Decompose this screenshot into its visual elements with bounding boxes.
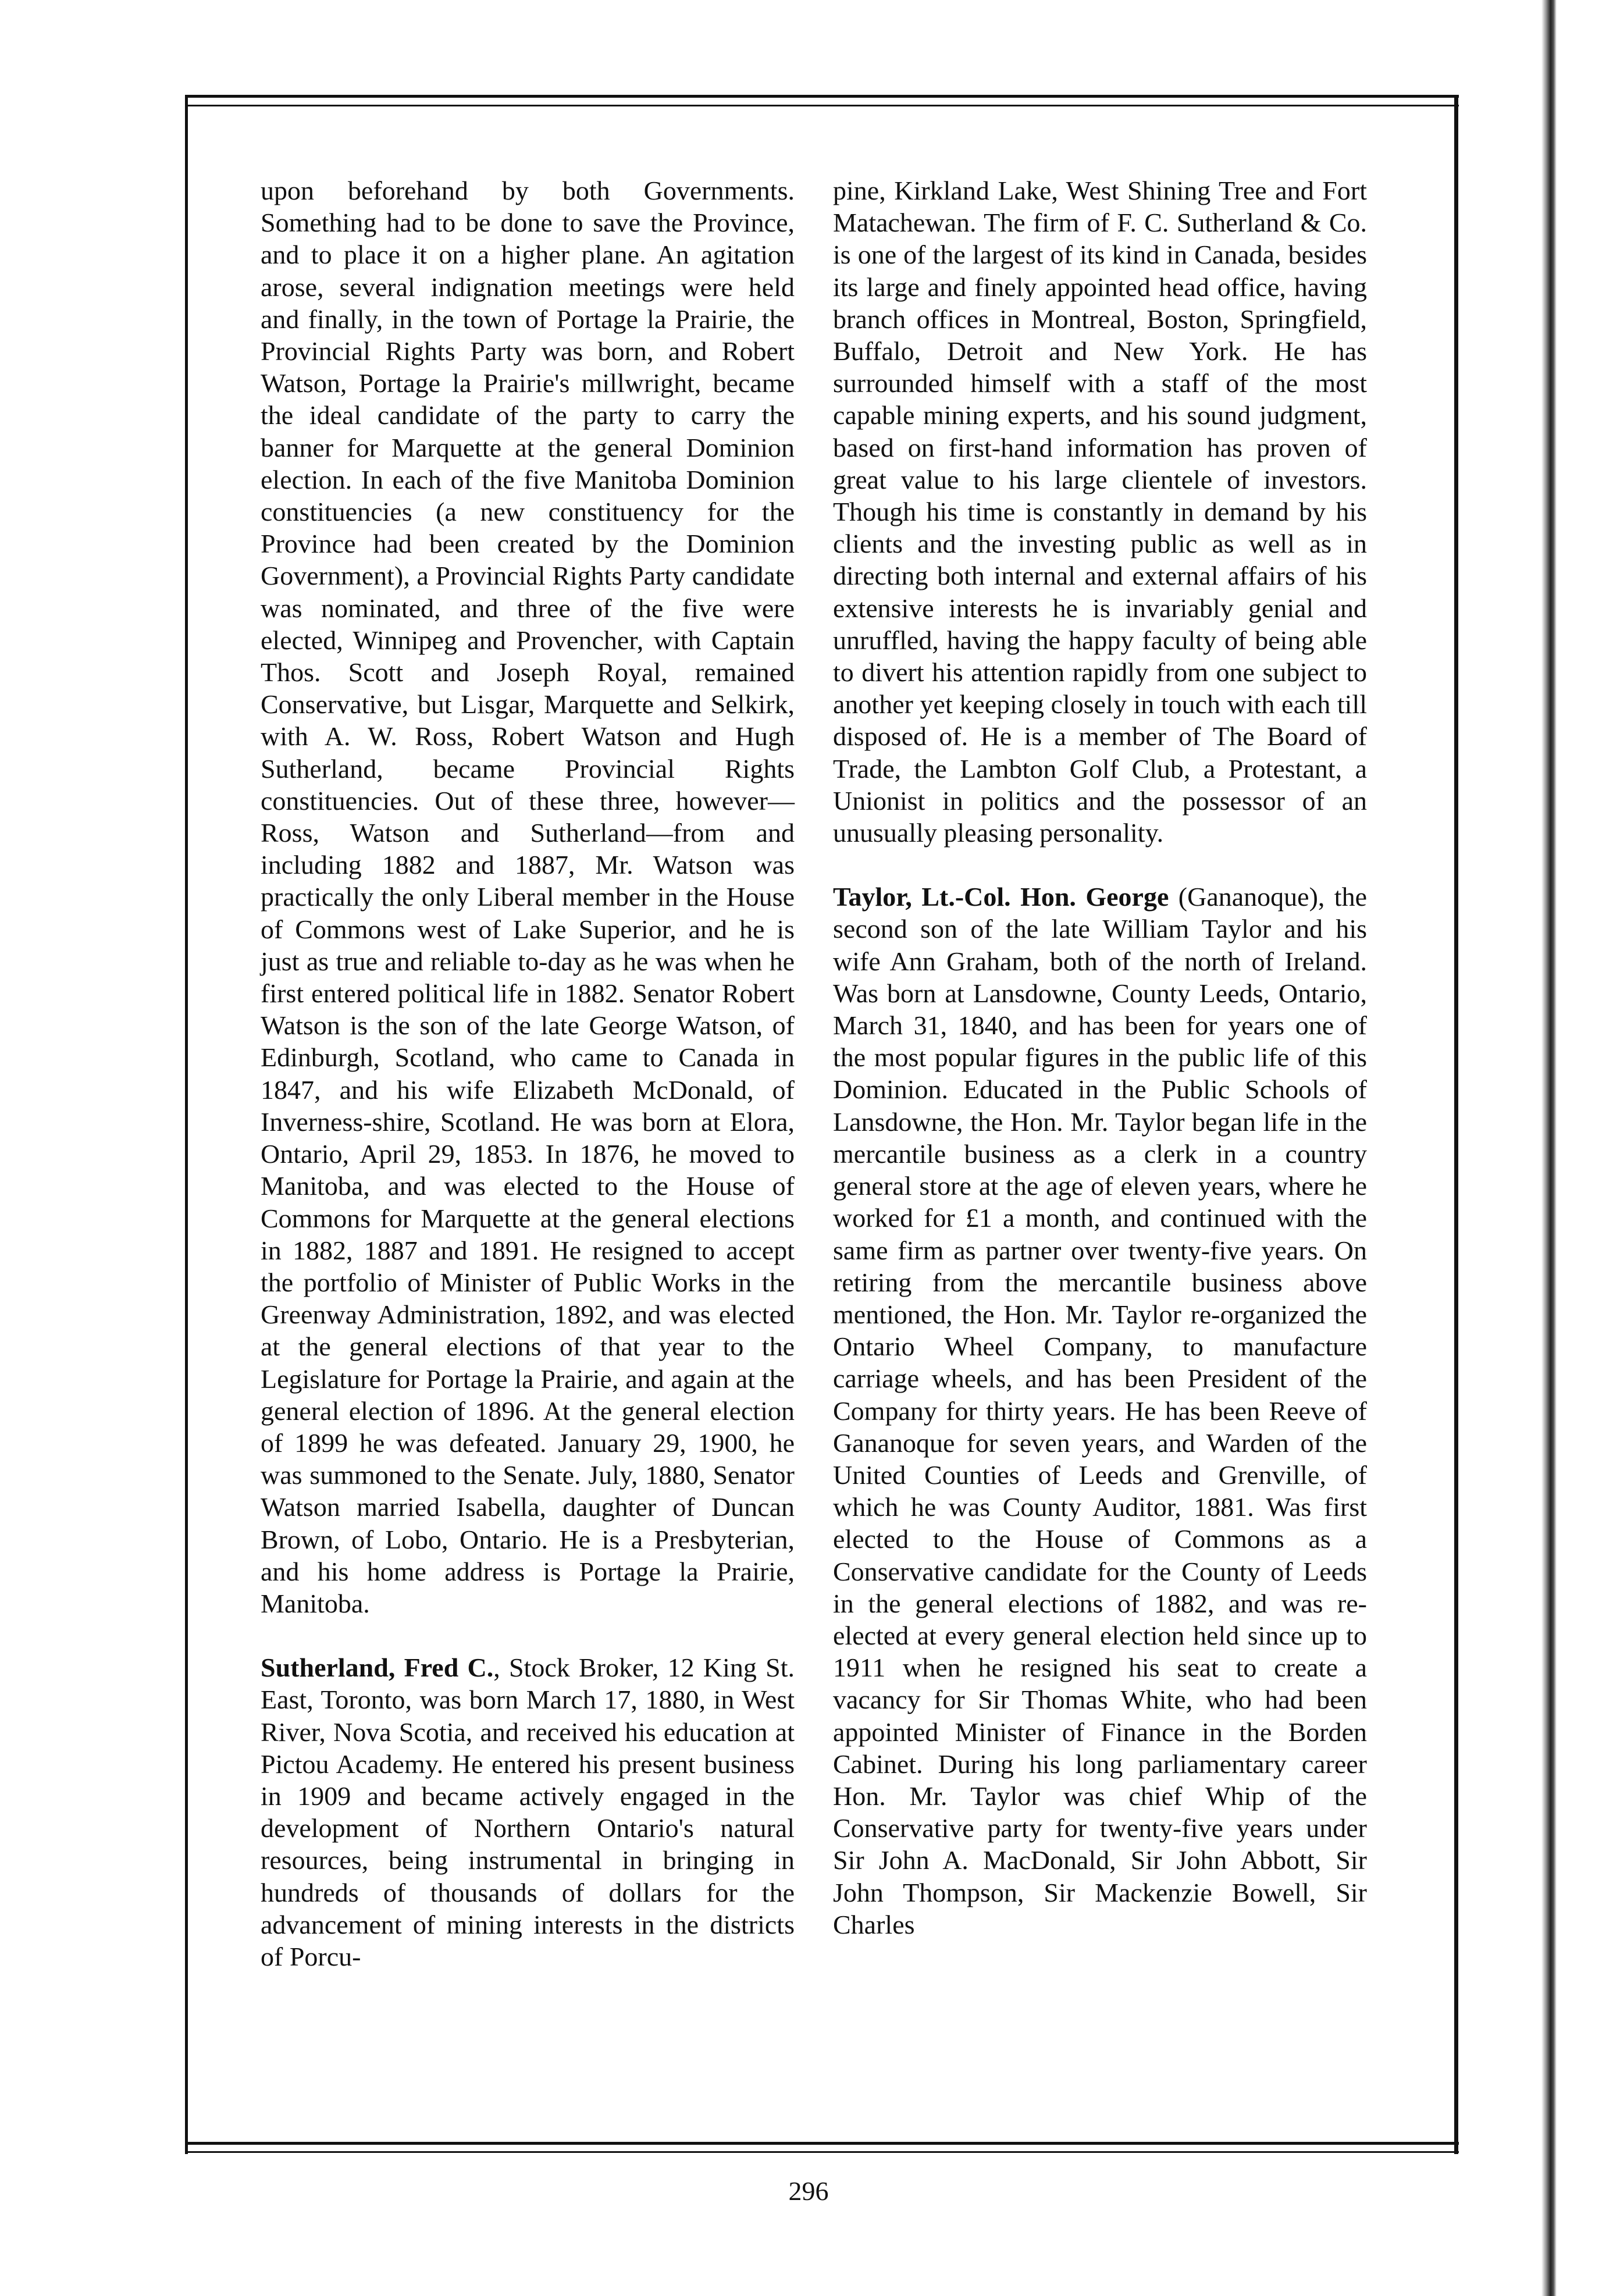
page-frame-right-rule: [1454, 95, 1458, 2154]
page-frame-bottom-rule-inner: [185, 2151, 1459, 2153]
book-binding-edge: [1541, 0, 1557, 2296]
left-column: [261, 175, 795, 1973]
watson-entry-continuation: upon beforehand by both Governments. Something had to be done to save the Province, and to place it on a higher plane. An agitation arose, several indignation meetings were held and finally, in the town of Portage la Prairie, the Provincial Rights Party was born, and Robert Watson, Portage la Prairie's millwright, became the ideal candidate of the party to carry the banner for Marquette at the general Dominion election. In each of the five Manitoba Dominion constituencies (a new constituency for the Province had been created by the Dominion Government), a Provincial Rights Party candidate was nominated, and three of the five were elected, Winnipeg and Provencher, with Captain Thos. Scott and Joseph Royal, remained Conservative, but Lisgar, Marquette and Selkirk, with A. W. Ross, Robert Watson and Hugh Sutherland, became Provincial Rights constituencies. Out of these three, however—Ross, Watson and Sutherland—from and including 1882 and 1887, Mr. Watson was practically the only Liberal member in the House of Commons west of Lake Superior, and he is just as true and reliable to-day as he was when he first entered political life in 1882. Senator Robert Watson is the son of the late George Watson, of Edinburgh, Scotland, who came to Canada in 1847, and his wife Elizabeth McDonald, of Inverness-shire, Scotland. He was born at Elora, Ontario, April 29, 1853. In 1876, he moved to Manitoba, and was elected to the House of Commons for Marquette at the general elections in 1882, 1887 and 1891. He resigned to accept the portfolio of Minister of Public Works in the Greenway Administration, 1892, and was elected at the general elections of that year to the Legislature for Portage la Prairie, and again at the general election of 1896. At the general election of 1899 he was defeated. January 29, 1900, he was summoned to the Senate. July, 1880, Senator Watson married Isabella, daughter of Duncan Brown, of Lobo, Ontario. He is a Presbyterian, and his home address is Portage la Prairie, Manitoba.: [261, 176, 795, 1618]
page-number: 296: [788, 2176, 829, 2206]
sutherland-entry: [261, 1651, 795, 1973]
page-frame-top-rule: [185, 95, 1459, 98]
entry-name-sutherland: Sutherland, Fred C.: [261, 1653, 494, 1683]
sutherland-entry-continuation: pine, Kirkland Lake, West Shining Tree and Fort Matachewan. The firm of F. C. Sutherland & Co. is one of the largest of its kind in Canada, besides its large and finely appointed head office, having branch offices in Montreal, Boston, Springfield, Buffalo, Detroit and New York. He has surrounded himself with a staff of the most capable mining experts, and his sound judgment, based on first-hand information has proven of great value to his large clientele of investors. Though his time is constantly in demand by his clients and the investing public as well as in directing both internal and external affairs of his extensive interests he is invariably genial and unruffled, having the happy faculty of being able to divert his attention rapidly from one subject to another yet keeping closely in touch with each till disposed of. He is a member of The Board of Trade, the Lambton Golf Club, a Protestant, a Unionist in politics and the possessor of an unusually pleasing personality.: [833, 176, 1367, 848]
taylor-entry: [833, 881, 1367, 1941]
right-column: [833, 175, 1367, 1941]
entry-name-taylor: Taylor, Lt.-Col. Hon. George: [833, 882, 1169, 912]
page-frame-top-rule-inner: [185, 105, 1459, 106]
page-frame-left-rule: [185, 95, 188, 2154]
page-frame-bottom-rule: [185, 2142, 1459, 2145]
entry-text-sutherland: , Stock Broker, 12 King St. East, Toronto, was born March 17, 1880, in West River, Nova Scotia, and received his education at Pictou Academy. He entered his present business in 1909 and became actively engaged in the development of Northern Ontario's natural resources, being instrumental in bringing in hundreds of thousands of dollars for the advancement of mining interests in the districts of Porcu-: [261, 1653, 795, 1971]
entry-text-taylor: (Gananoque), the second son of the late William Taylor and his wife Ann Graham, both of the north of Ireland. Was born at Lansdowne, County Leeds, Ontario, March 31, 1840, and has been for years one of the most popular figures in the public life of this Dominion. Educated in the Public Schools of Lansdowne, the Hon. Mr. Taylor began life in the mercantile business as a clerk in a country general store at the age of eleven years, where he worked for £1 a month, and continued with the same firm as partner over twenty-five years. On retiring from the mercantile business above mentioned, the Hon. Mr. Taylor re-organized the Ontario Wheel Company, to manufacture carriage wheels, and has been President of the Company for thirty years. He has been Reeve of Gananoque for seven years, and Warden of the United Counties of Leeds and Grenville, of which he was County Auditor, 1881. Was first elected to the House of Commons as a Conservative candidate for the County of Leeds in the general elections of 1882, and was re-elected at every general election held since up to 1911 when he resigned his seat to create a vacancy for Sir Thomas White, who had been appointed Minister of Finance in the Borden Cabinet. During his long parliamentary career Hon. Mr. Taylor was chief Whip of the Conservative party for twenty-five years under Sir John A. MacDonald, Sir John Abbott, Sir John Thompson, Sir Mackenzie Bowell, Sir Charles: [833, 882, 1367, 1939]
